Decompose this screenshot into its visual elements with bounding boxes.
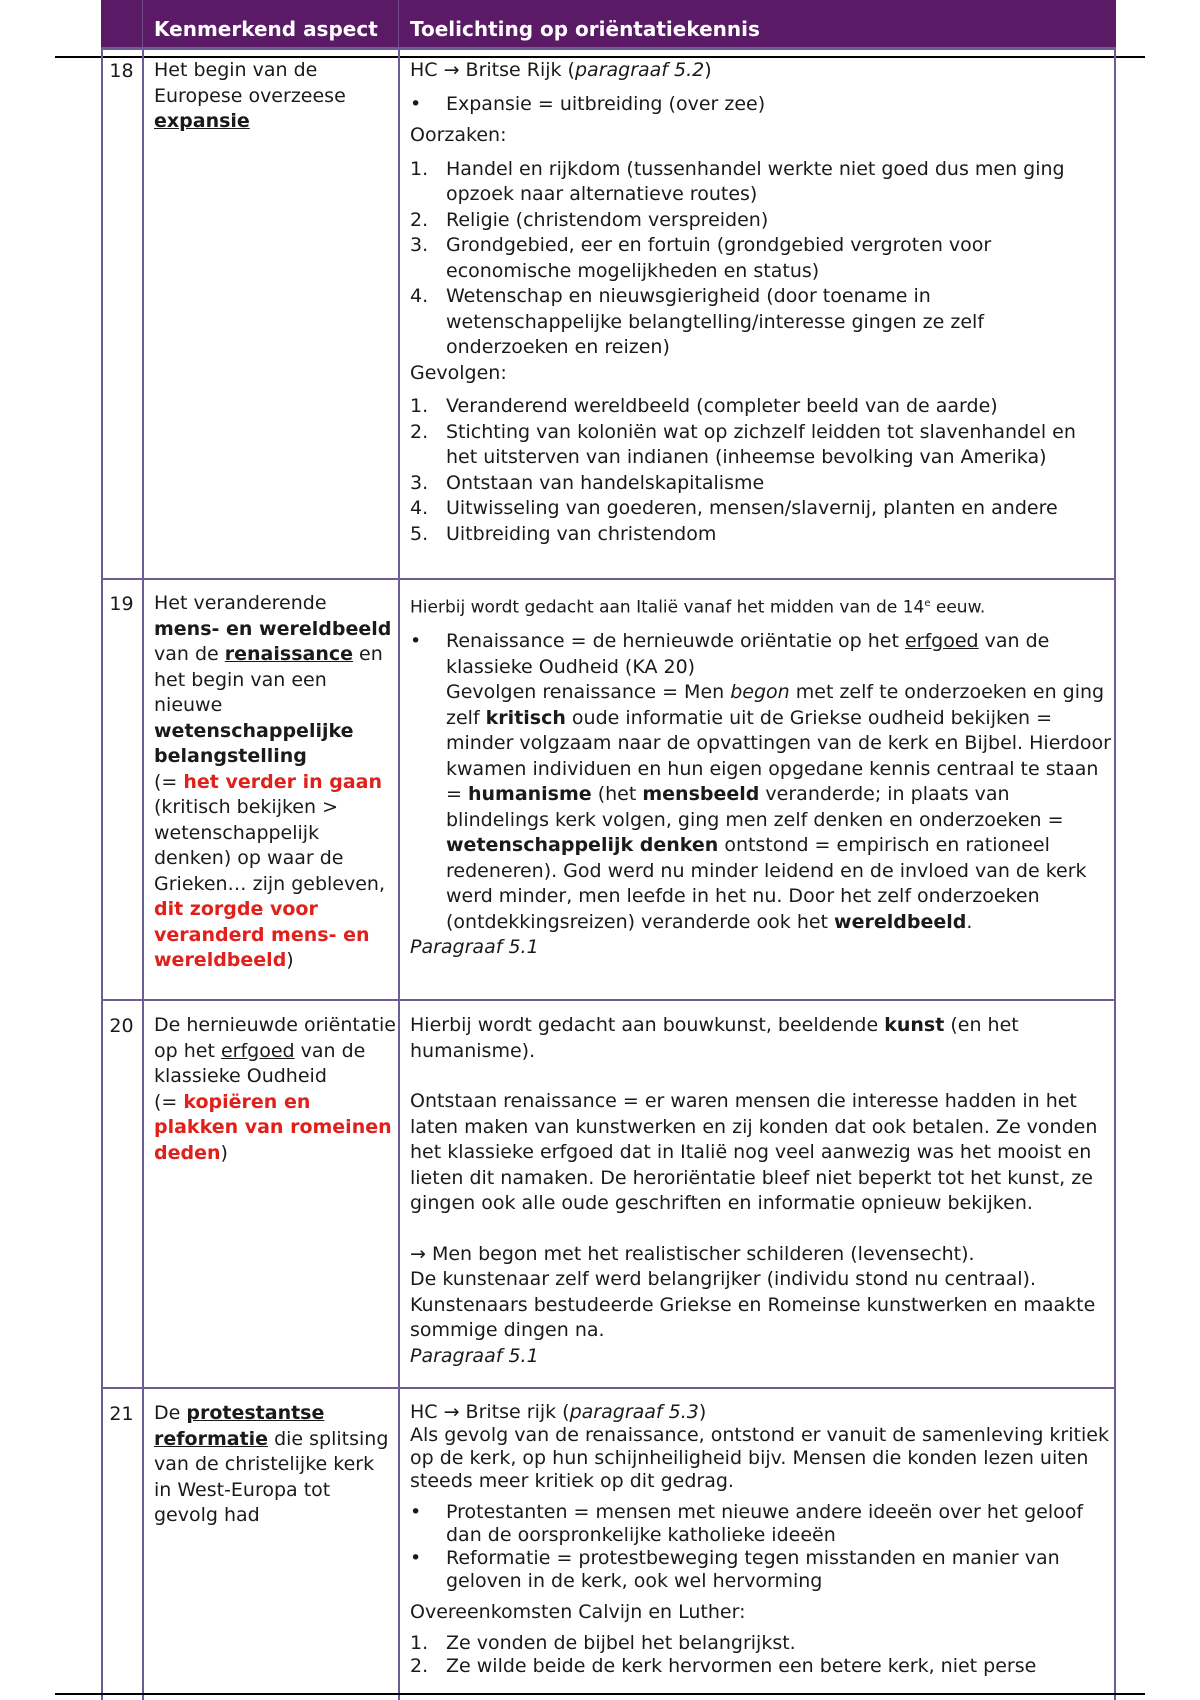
intro-line: HC → Britse rijk (paragraaf 5.3) [410, 1401, 707, 1423]
paragraph: De kunstenaar zelf werd belangrijker (individu stond nu centraal). [410, 1268, 1036, 1290]
list-item: 3. Grondgebied, eer en fortuin (grondgebied vergroten voor economische mogelijkheden en status) [410, 234, 992, 282]
list-item: • Reformatie = protestbeweging tegen misstanden en manier van geloven in de kerk, ook wel hervorming [410, 1547, 1060, 1592]
intro-line: HC → Britse Rijk (paragraaf 5.2) [410, 59, 712, 81]
toelichting-21 [410, 1401, 1112, 1678]
similar-heading: Overeenkomsten Calvijn en Luther: [410, 1601, 746, 1623]
aspect-text: Het begin van de [154, 59, 318, 81]
row-number: 19 [109, 593, 134, 615]
list-item: 1. Veranderend wereldbeeld (completer beeld van de aarde) [410, 395, 998, 417]
toelichting-19 [410, 591, 1112, 961]
row-number: 21 [109, 1403, 134, 1425]
paragraph: → Men begon met het realistischer schilderen (levensecht). [410, 1242, 975, 1265]
list-item: 2. Religie (christendom verspreiden) [410, 208, 769, 231]
effects-heading: Gevolgen: [410, 361, 507, 384]
bottom-rule [55, 1693, 1145, 1695]
header-toelichting: Toelichting op oriëntatiekennis [410, 17, 760, 41]
aspect-19: Het veranderende mens- en wereldbeeld van de renaissance en het begin van een nieuwe wetenschappelijke belangstelling (= het verder in gaan (kritisch bekijken > wetenschappelijk denken) op waar de Grieken… zijn gebleven, dit zorgde voor veranderd mens- en wereldbeeld) [154, 592, 392, 971]
aspect-18 [154, 58, 396, 135]
list-item: 3. Ontstaan van handelskapitalisme [410, 471, 765, 494]
list-item: 4. Wetenschap en nieuwsgierigheid (door toename in wetenschappelijke belangtelling/interesse gingen ze zelf onderzoeken en reizen) [410, 285, 985, 358]
table-header [101, 0, 1116, 50]
toelichting-18 [410, 58, 1112, 547]
list-item: • Renaissance = de hernieuwde oriëntatie op het erfgoed van de klassieke Oudheid (KA 20) Gevolgen renaissance = Men begon met zelf te onderzoeken en ging zelf kritisch oude informatie uit de Griekse oudheid bekijken = minder volgzaam naar de opvattingen van de kerk en Bijbel. Hierdoor kwamen individuen en hun eigen opgedane kennis centraal te staan = humanisme (het mensbeeld veranderde; in plaats van blindelings kerk volgen, ging men zelf denken en onderzoeken = wetenschappelijk denken ontstond = empirisch en rationeel redeneren). God werd nu minder leidend en de invloed van de kerk werd minder, men leefde in het nu. Door het zelf onderzoeken (ontdekkingsreizen) veranderde ook het wereldbeeld. [410, 630, 1111, 933]
causes-heading: Oorzaken: [410, 124, 507, 146]
list-item: 1. Ze vonden de bijbel het belangrijkst. [410, 1632, 796, 1654]
intro-line: Hierbij wordt gedacht aan bouwkunst, beeldende kunst (en het humanisme). [410, 1014, 1019, 1062]
list-item: 2. Ze wilde beide de kerk hervormen een betere kerk, niet perse [410, 1655, 1037, 1677]
paragraph: Als gevolg van de renaissance, ontstond er vanuit de samenleving kritiek op de kerk, op hun schijnheiligheid bijv. Mensen die konden lezen uiten steeds meer kritiek op dit gedrag. [410, 1424, 1109, 1492]
aspect-21: De protestantse reformatie die splitsing van de christelijke kerk in West-Europa tot gevolg had [154, 1402, 389, 1526]
header-number-cell [101, 0, 142, 47]
row-number: 20 [109, 1015, 134, 1037]
toelichting-20 [410, 1013, 1112, 1369]
list-item: 1. Handel en rijkdom (tussenhandel werkte niet goed dus men ging opzoek naar alternatieve routes) [410, 157, 1065, 205]
paragraph: Ontstaan renaissance = er waren mensen die interesse hadden in het laten maken van kunstwerken en zij konden dat ook betalen. Ze vonden het klassieke erfgoed dat in Italië nog veel aanwezig was het mooist en lieten dit namaken. De heroriëntatie bleef niet beperkt tot het kunst, ze gingen ook alle oude geschriften en informatie opnieuw bekijken. [410, 1090, 1098, 1214]
list-item: • Protestanten = mensen met nieuwe andere ideeën over het geloof dan de oorspronkelijke katholieke ideeën [410, 1501, 1084, 1546]
list-item: 2. Stichting van koloniën wat op zichzelf leidden tot slavenhandel en het uitsterven van indianen (inheemse bevolking van Amerika) [410, 420, 1076, 468]
list-item: 4. Uitwisseling van goederen, mensen/slavernij, planten en andere [410, 497, 1058, 519]
paragraph: Kunstenaars bestudeerde Griekse en Romeinse kunstwerken en maakte sommige dingen na. [410, 1293, 1096, 1341]
aspect-20: De hernieuwde oriëntatie op het erfgoed van de klassieke Oudheid (= kopiëren en plakken van romeinen deden) [154, 1014, 396, 1164]
paragraph-ref: Paragraaf 5.1 [410, 936, 539, 959]
aspect-text: Europese overzeese [154, 84, 346, 107]
aspect-keyword: expansie [154, 110, 250, 132]
paragraph-ref: Paragraaf 5.1 [410, 1344, 539, 1367]
list-item: 5. Uitbreiding van christendom [410, 522, 717, 545]
list-item: • Expansie = uitbreiding (over zee) [410, 92, 766, 115]
header-aspect: Kenmerkend aspect [154, 17, 378, 41]
intro-line: Hierbij wordt gedacht aan Italië vanaf het midden van de 14e eeuw. [410, 597, 986, 618]
row-number: 18 [109, 60, 134, 82]
